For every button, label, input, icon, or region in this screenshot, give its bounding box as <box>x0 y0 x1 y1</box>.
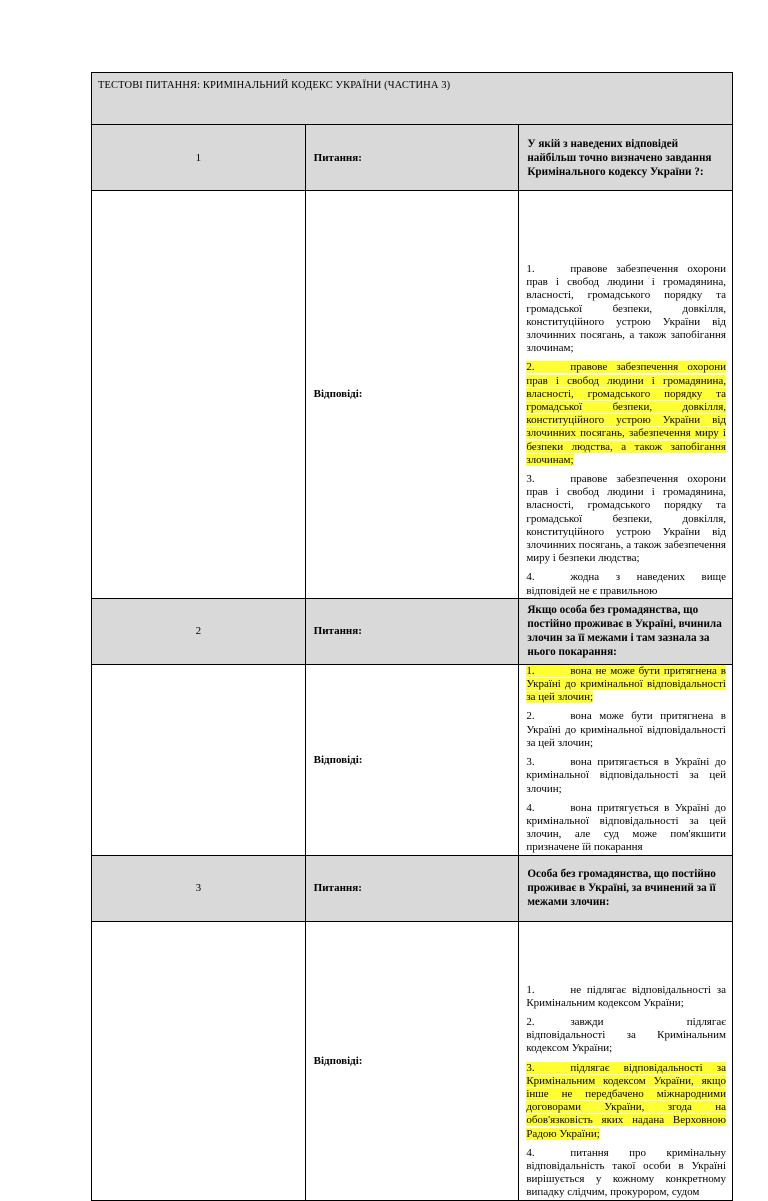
answers-label: Відповіді: <box>305 191 519 599</box>
answer-item: 2. вона може бути притягнена в Україні до кримінальної відповідальності за цей злочин; <box>526 710 726 749</box>
answer-item: 3. правове забезпечення охорони прав і свобод людини і громадянина, власності, громадського порядку та громадської безпеки, довкілля, конституційного устрою України від злочинних посягань, а також забезпечення миру і безпеки людства; <box>526 473 726 565</box>
answers-cell <box>519 921 733 1200</box>
answers-label: Відповіді: <box>305 921 519 1200</box>
answer-item: 2. завжди підлягає відповідальності за Кримінальним кодексом України; <box>526 1015 726 1055</box>
question-label: Питання: <box>305 855 519 921</box>
answers-row <box>92 921 733 1200</box>
answer-item-correct: 1. вона не може бути притягнена в Україні до кримінальної відповідальності за цей злочин; <box>526 664 726 704</box>
answers-row <box>92 664 733 855</box>
question-number: 1 <box>92 125 306 191</box>
answer-item: 4. вона притягується в Україні до кримінальної відповідальності за цей злочин, але суд може пом'якшити призначене їй покарання <box>526 801 726 854</box>
question-row <box>92 125 733 191</box>
empty-cell <box>92 921 306 1200</box>
quiz-table <box>91 72 733 1201</box>
question-number: 3 <box>92 855 306 921</box>
question-label: Питання: <box>305 125 519 191</box>
question-row <box>92 855 733 921</box>
question-text: У якій з наведених відповідей найбільш точно визначено завдання Кримінального кодексу України ?: <box>519 125 733 191</box>
answers-row <box>92 191 733 599</box>
question-text: Особа без громадянства, що постійно проживає в Україні, за вчинений за її межами злочин: <box>519 855 733 921</box>
answer-item: 3. вона притягається в Україні до кримінальної відповідальності за цей злочин; <box>526 756 726 795</box>
question-number: 2 <box>92 598 306 664</box>
question-text: Якщо особа без громадянства, що постійно проживає в Україні, вчинила злочин за її межами і там зазнала за нього покарання: <box>519 598 733 664</box>
answer-item: 4. питання про кримінальну відповідальність такої особи в Україні вирішується у кожному конкретному випадку слідчим, прокурором, судом <box>526 1146 726 1199</box>
answers-cell <box>519 664 733 855</box>
title-cell <box>92 73 733 125</box>
answer-item: 4. жодна з наведених вище відповідей не є правильною <box>526 571 726 597</box>
answer-item-correct: 3. підлягає відповідальності за Кримінальним кодексом України, якщо інше не передбачено міжнародними договорами України, згода на обов'язковість яких надана Верховною Радою України; <box>526 1061 726 1140</box>
answers-cell <box>519 191 733 599</box>
answer-item: 1. правове забезпечення охорони прав і свобод людини і громадянина, власності, громадського порядку та громадської безпеки, довкілля, конституційного устрою України від злочинних посягань, а також запобігання злочинам; <box>526 263 726 355</box>
question-row <box>92 598 733 664</box>
empty-cell <box>92 664 306 855</box>
answer-item-correct: 2. правове забезпечення охорони прав і свобод людини і громадянина, власності, громадського порядку та громадської безпеки, довкілля, конституційного устрою України від злочинних посягань, забезпечення миру і безпеки людства, а також запобігання злочинам; <box>526 361 726 466</box>
page-title: ТЕСТОВІ ПИТАННЯ: КРИМІНАЛЬНИЙ КОДЕКС УКРАЇНИ (ЧАСТИНА 3) <box>98 80 451 91</box>
question-label: Питання: <box>305 598 519 664</box>
answers-label: Відповіді: <box>305 664 519 855</box>
answer-item: 1. не підлягає відповідальності за Кримінальним кодексом України; <box>526 983 726 1009</box>
empty-cell <box>92 191 306 599</box>
